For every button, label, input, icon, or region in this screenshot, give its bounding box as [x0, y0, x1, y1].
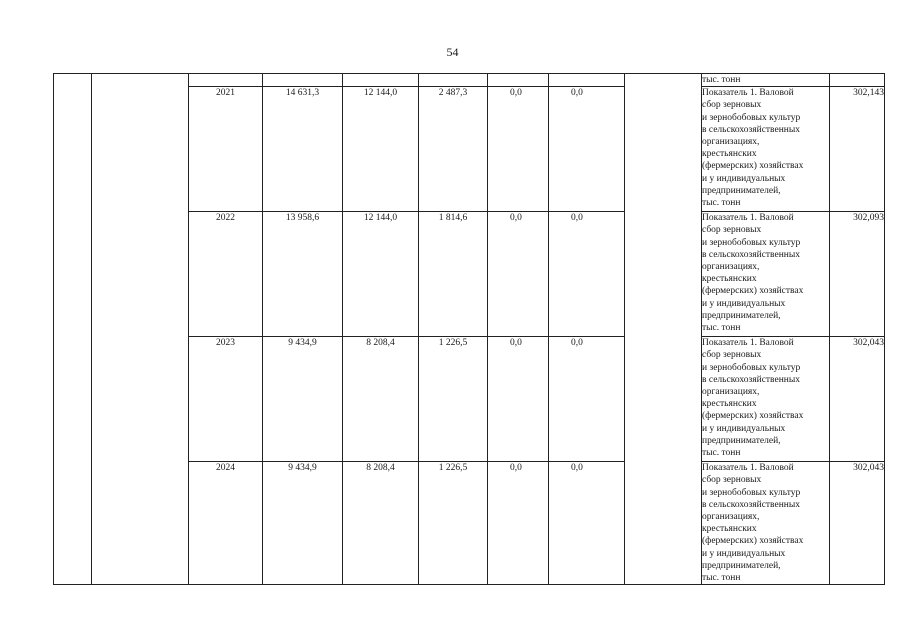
program-table [53, 73, 885, 585]
continuation-row [54, 74, 885, 87]
value-total: 13 958,6 [263, 212, 343, 337]
value-federal: 12 144,0 [343, 212, 419, 337]
value-regional: 2 487,3 [419, 87, 488, 212]
empty-cell [419, 74, 488, 87]
empty-cell [488, 74, 549, 87]
indicator-value: 302,043 [830, 462, 885, 585]
indicator-unit-continuation: тыс. тонн [702, 74, 830, 87]
value-total: 9 434,9 [263, 337, 343, 462]
value-total: 9 434,9 [263, 462, 343, 585]
indicator-value: 302,143 [830, 87, 885, 212]
year-cell: 2023 [189, 337, 263, 462]
empty-cell [189, 74, 263, 87]
value-total: 14 631,3 [263, 87, 343, 212]
indicator-cell: Показатель 1. Валовой сбор зерновых и зернобобовых культур в сельскохозяйственных организациях, крестьянских (фермерских) хозяйствах и у индивидуальных предпринимателей, тыс. тонн [702, 337, 830, 462]
year-cell: 2021 [189, 87, 263, 212]
value-local: 0,0 [488, 212, 549, 337]
empty-cell [263, 74, 343, 87]
year-cell: 2024 [189, 462, 263, 585]
value-local: 0,0 [488, 462, 549, 585]
value-federal: 12 144,0 [343, 87, 419, 212]
value-other: 0,0 [549, 212, 625, 337]
indicator-cell: Показатель 1. Валовой сбор зерновых и зернобобовых культур в сельскохозяйственных организациях, крестьянских (фермерских) хозяйствах и у индивидуальных предпринимателей, тыс. тонн [702, 462, 830, 585]
value-local: 0,0 [488, 337, 549, 462]
indicator-cell: Показатель 1. Валовой сбор зерновых и зернобобовых культур в сельскохозяйственных организациях, крестьянских (фермерских) хозяйствах и у индивидуальных предпринимателей, тыс. тонн [702, 212, 830, 337]
empty-cell [343, 74, 419, 87]
value-other: 0,0 [549, 337, 625, 462]
indicator-cell: Показатель 1. Валовой сбор зерновых и зернобобовых культур в сельскохозяйственных организациях, крестьянских (фермерских) хозяйствах и у индивидуальных предпринимателей, тыс. тонн [702, 87, 830, 212]
value-local: 0,0 [488, 87, 549, 212]
empty-cell-merged [625, 74, 702, 585]
value-federal: 8 208,4 [343, 337, 419, 462]
value-regional: 1 226,5 [419, 462, 488, 585]
indicator-value: 302,093 [830, 212, 885, 337]
indicator-value: 302,043 [830, 337, 885, 462]
empty-cell [830, 74, 885, 87]
value-other: 0,0 [549, 462, 625, 585]
empty-cell [549, 74, 625, 87]
value-regional: 1 226,5 [419, 337, 488, 462]
value-federal: 8 208,4 [343, 462, 419, 585]
value-other: 0,0 [549, 87, 625, 212]
empty-cell-name [92, 74, 189, 585]
value-regional: 1 814,6 [419, 212, 488, 337]
year-cell: 2022 [189, 212, 263, 337]
empty-cell-number [54, 74, 92, 585]
page-number: 54 [446, 45, 459, 59]
